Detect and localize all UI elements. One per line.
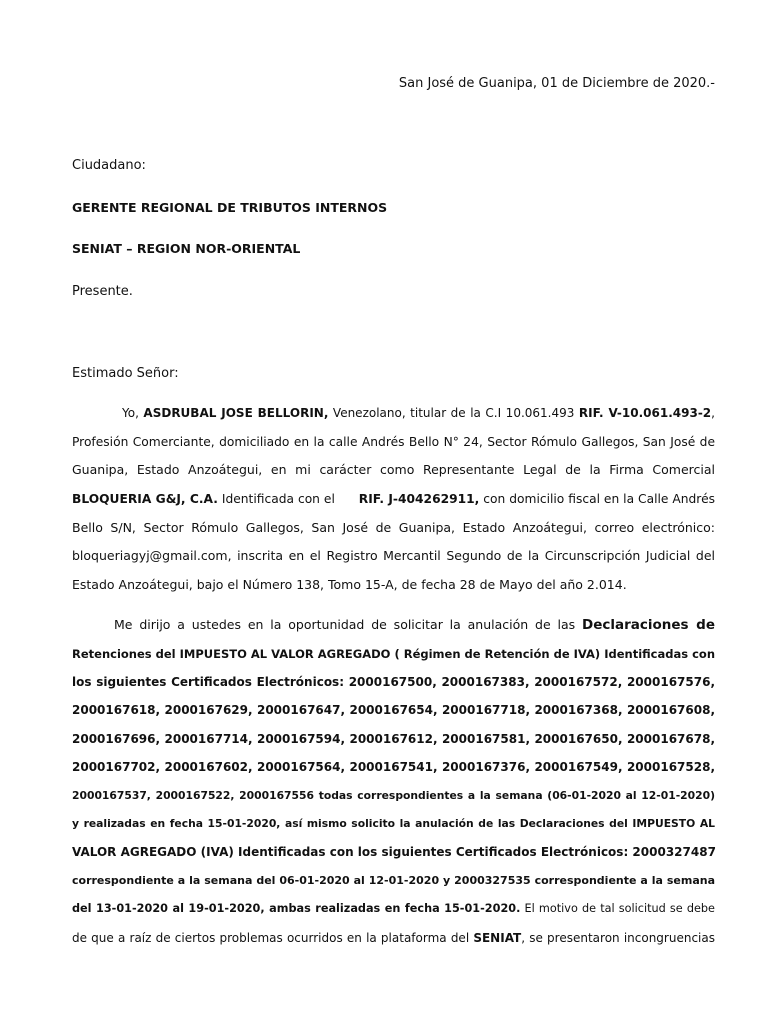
recipient-title: GERENTE REGIONAL DE TRIBUTOS INTERNOS	[72, 200, 388, 215]
p1-line-6: bloqueriagyj@gmail.com, inscrita en el Registro Mercantil Segundo de la Circunscripción Judicial del	[72, 548, 715, 563]
p1-line-1: Yo, ASDRUBAL JOSE BELLORIN, Venezolano, titular de la C.I 10.061.493 RIF. V-10.061.493-2,	[122, 406, 715, 420]
salutation: Ciudadano:	[72, 158, 146, 173]
p2-line-5: 2000167696, 2000167714, 2000167594, 2000167612, 2000167581, 2000167650, 2000167678,	[72, 732, 715, 746]
p2-line-6: 2000167702, 2000167602, 2000167564, 2000167541, 2000167376, 2000167549, 2000167528,	[72, 760, 715, 774]
p2-line-4: 2000167618, 2000167629, 2000167647, 2000167654, 2000167718, 2000167368, 2000167608,	[72, 703, 715, 717]
p1-line-2: Profesión Comerciante, domiciliado en la calle Andrés Bello N° 24, Sector Rómulo Gallegos, San José de	[72, 435, 715, 449]
p2-line-11: del 13-01-2020 al 19-01-2020, ambas realizadas en fecha 15-01-2020. El motivo de tal solicitud se debe	[72, 902, 715, 915]
date-line: San José de Guanipa, 01 de Diciembre de 2020.-	[398, 76, 715, 91]
p2-line-7: 2000167537, 2000167522, 2000167556 todas correspondientes a la semana (06-01-2020 al 12-01-2020)	[72, 789, 715, 802]
p2-line-3: los siguientes Certificados Electrónicos: 2000167500, 2000167383, 2000167572, 2000167576,	[72, 675, 715, 689]
p2-line-10: correspondiente a la semana del 06-01-2020 al 12-01-2020 y 2000327535 correspondiente a la semana	[72, 874, 715, 887]
p1-line-4: BLOQUERIA G&J, C.A. Identificada con el RIF. J-404262911, con domicilio fiscal en la Calle Andrés	[72, 492, 715, 506]
p2-line-2: Retenciones del IMPUESTO AL VALOR AGREGADO ( Régimen de Retención de IVA) Identificadas con	[72, 647, 715, 661]
recipient-org: SENIAT – REGION NOR-ORIENTAL	[72, 241, 301, 256]
greeting: Estimado Señor:	[72, 366, 179, 381]
p1-line-5: Bello S/N, Sector Rómulo Gallegos, San José de Guanipa, Estado Anzoátegui, correo electrónico:	[72, 520, 715, 535]
p2-line-12: de que a raíz de ciertos problemas ocurridos en la plataforma del SENIAT, se presentaron incongruencias	[72, 931, 715, 945]
p2-line-1: Me dirijo a ustedes en la oportunidad de solicitar la anulación de las Declaraciones de	[114, 617, 715, 633]
presente: Presente.	[72, 284, 133, 299]
p2-line-9: VALOR AGREGADO (IVA) Identificadas con los siguientes Certificados Electrónicos: 2000327487	[72, 845, 716, 859]
p1-line-7: Estado Anzoátegui, bajo el Número 138, Tomo 15-A, de fecha 28 de Mayo del año 2.014.	[72, 577, 627, 592]
p1-line-3: Guanipa, Estado Anzoátegui, en mi carácter como Representante Legal de la Firma Comercial	[72, 462, 715, 477]
p2-line-8: y realizadas en fecha 15-01-2020, así mismo solicito la anulación de las Declaraciones del IMPUESTO AL	[72, 817, 715, 830]
